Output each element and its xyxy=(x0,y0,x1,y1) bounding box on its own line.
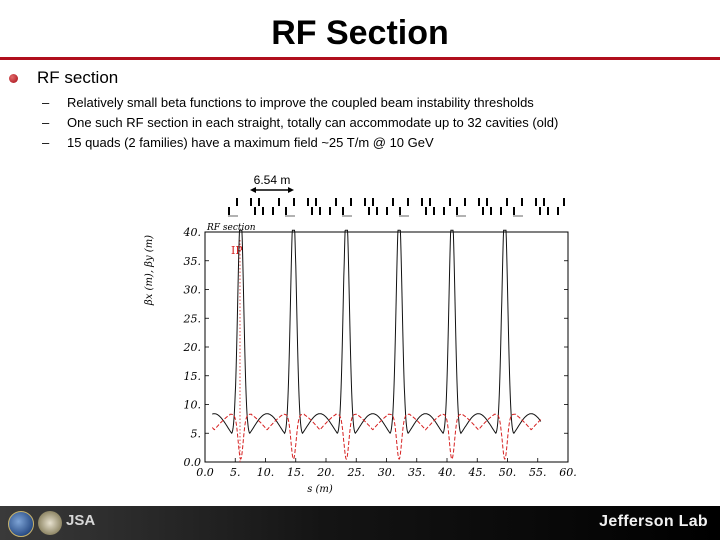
rf-cavity xyxy=(490,207,492,215)
quadrupole-magnet xyxy=(506,198,508,206)
quadrupole-magnet xyxy=(449,198,451,206)
rf-cavity xyxy=(364,198,366,206)
rf-cavity xyxy=(539,207,541,215)
rf-cavity xyxy=(547,207,549,215)
rf-cavity xyxy=(543,198,545,206)
quadrupole-magnet xyxy=(228,207,230,215)
x-tick-label: 15. xyxy=(287,466,305,479)
slide-title: RF Section xyxy=(271,14,449,52)
quadrupole-magnet xyxy=(500,207,502,215)
rf-cavity xyxy=(319,207,321,215)
quadrupole-magnet xyxy=(392,198,394,206)
lattice-layout xyxy=(228,198,565,216)
quadrupole-magnet xyxy=(563,198,565,206)
x-tick-label: 10. xyxy=(256,466,275,479)
dash-icon: – xyxy=(42,95,50,110)
x-tick-label: 0.0 xyxy=(196,466,214,479)
quadrupole-magnet xyxy=(513,207,515,215)
rf-cavity xyxy=(376,207,378,215)
y-tick-label: 30. xyxy=(183,283,201,297)
main-bullet: RF section xyxy=(37,68,119,87)
rf-cavity xyxy=(315,198,317,206)
x-tick-label: 60. xyxy=(559,466,577,479)
rf-cavity xyxy=(429,198,431,206)
dash-icon: – xyxy=(42,115,50,130)
x-tick-label: 55. xyxy=(529,466,547,479)
y-tick-label: 5. xyxy=(190,427,201,441)
quadrupole-magnet xyxy=(272,207,274,215)
x-tick-label: 25. xyxy=(347,466,365,479)
y-tick-label: 20. xyxy=(183,341,201,354)
x-tick-label: 35. xyxy=(408,466,426,479)
sub-bullet-text: 15 quads (2 families) have a maximum field ~25 T/m @ 10 GeV xyxy=(67,135,434,150)
quadrupole-magnet xyxy=(329,207,331,215)
span-label: 6.54 m xyxy=(253,173,291,187)
x-tick-label: 30. xyxy=(377,466,396,479)
quadrupole-magnet xyxy=(278,198,280,206)
axis-ticks xyxy=(183,226,577,479)
y-tick-label: 35. xyxy=(183,254,201,268)
x-tick-label: 5. xyxy=(230,466,241,479)
quadrupole-magnet xyxy=(456,207,458,215)
doe-seal-logo xyxy=(8,511,34,537)
agency-seal-logo xyxy=(38,511,62,535)
beta-x-curve xyxy=(212,230,541,433)
quadrupole-magnet xyxy=(399,207,401,215)
y-tick-label: 10. xyxy=(183,398,201,412)
rf-cavity xyxy=(258,198,260,206)
ip-marker-label: IP xyxy=(231,244,243,257)
sub-bullet-text: Relatively small beta functions to improve the coupled beam instability thresholds xyxy=(67,95,534,110)
rf-cavity xyxy=(307,198,309,206)
x-tick-label: 50. xyxy=(498,466,517,479)
rf-cavity xyxy=(535,198,537,206)
jsa-logo: JSA xyxy=(66,512,96,529)
quadrupole-magnet xyxy=(386,207,388,215)
quadrupole-magnet xyxy=(443,207,445,215)
span-arrow-left-head xyxy=(250,187,256,193)
rf-cavity xyxy=(250,198,252,206)
y-axis-label: βx (m), βy (m) xyxy=(144,234,155,306)
sub-bullet-text: One such RF section in each straight, totally can accommodate up to 32 cavities (old) xyxy=(67,115,559,130)
rf-cavity xyxy=(433,207,435,215)
y-tick-label: 0.0 xyxy=(183,456,201,469)
quadrupole-magnet xyxy=(521,198,523,206)
quadrupole-magnet xyxy=(335,198,337,206)
beta-y-curve xyxy=(212,414,541,459)
rf-cavity xyxy=(486,198,488,206)
rf-cavity xyxy=(311,207,313,215)
y-tick-label: 25. xyxy=(183,312,201,326)
dash-icon: – xyxy=(42,135,50,150)
x-tick-label: 45. xyxy=(468,466,486,479)
y-tick-label: 15. xyxy=(183,369,201,383)
x-tick-label: 20. xyxy=(317,466,335,479)
x-tick-label: 40. xyxy=(438,466,456,479)
rf-cavity xyxy=(425,207,427,215)
quadrupole-magnet xyxy=(236,198,238,206)
quadrupole-magnet xyxy=(293,198,295,206)
rf-cavity xyxy=(421,198,423,206)
quadrupole-magnet xyxy=(407,198,409,206)
span-arrow-right-head xyxy=(288,187,294,193)
quadrupole-magnet xyxy=(350,198,352,206)
rf-cavity xyxy=(482,207,484,215)
quadrupole-magnet xyxy=(464,198,466,206)
x-axis-label: s (m) xyxy=(307,484,333,495)
jefferson-lab-logo: Jefferson Lab xyxy=(599,513,708,530)
rf-cavity xyxy=(254,207,256,215)
quadrupole-magnet xyxy=(342,207,344,215)
rf-cavity xyxy=(368,207,370,215)
rf-cavity xyxy=(478,198,480,206)
quadrupole-magnet xyxy=(557,207,559,215)
y-tick-label: 40. xyxy=(183,226,201,239)
section-label: RF section xyxy=(207,223,256,233)
rf-cavity xyxy=(262,207,264,215)
quadrupole-magnet xyxy=(285,207,287,215)
rf-cavity xyxy=(372,198,374,206)
